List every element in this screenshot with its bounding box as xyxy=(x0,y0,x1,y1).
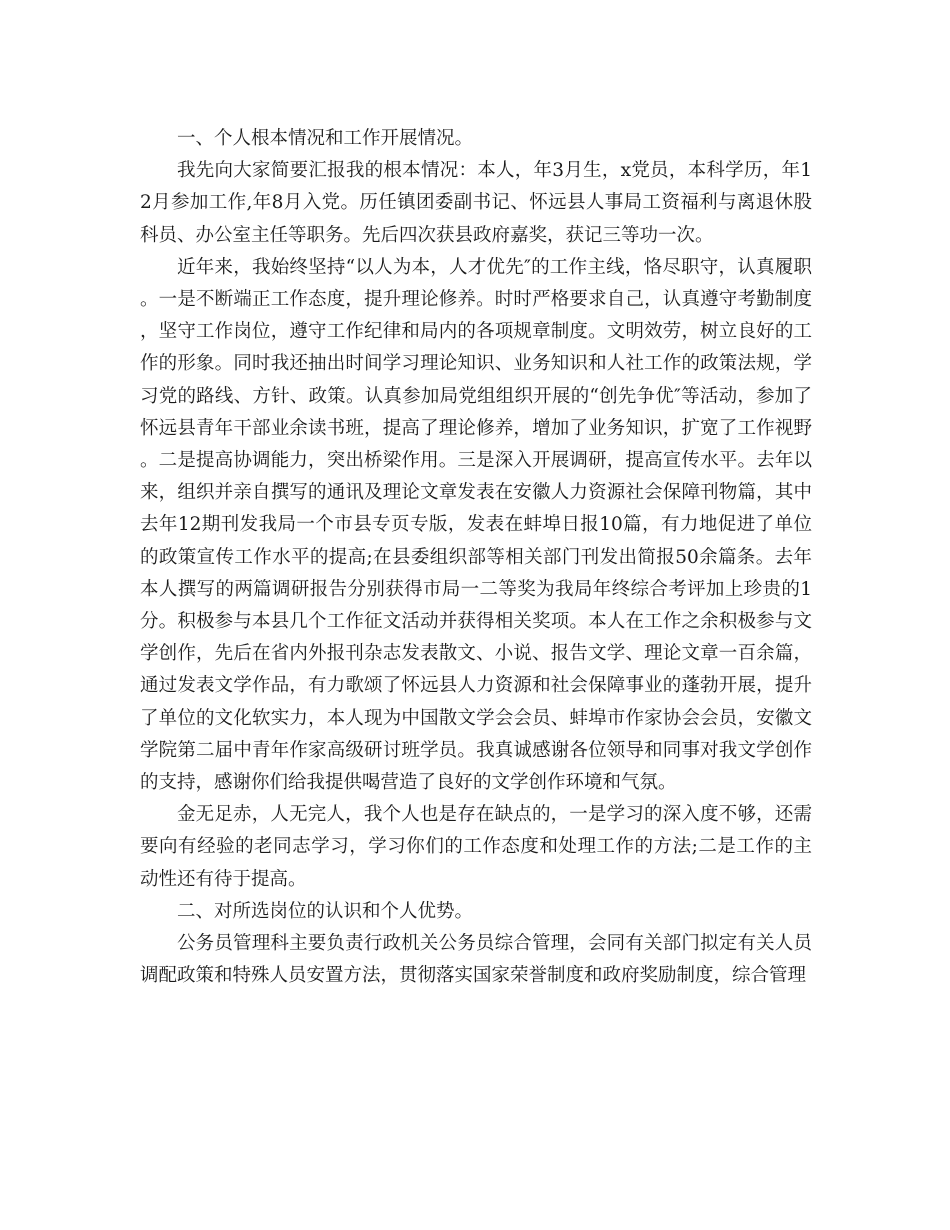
paragraph-section-heading-1: 一、个人根本情况和工作开展情况。 xyxy=(177,128,474,149)
paragraph-section-heading-2: 二、对所选岗位的认识和个人优势。 xyxy=(177,900,474,922)
document-body xyxy=(140,123,812,992)
paragraph-work-summary: 近年来，我始终坚持“以人为本，人才优先″的工作主线，恪尽职守，认真履职。一是不断端正工作态度，提升理论修养。时时严格要求自己，认真遵守考勤制度，坚守工作岗位，遵守工作纪律和局内的各项规章制度。文明效劳，树立良好的工作的形象。同时我还抽出时间学习理论知识、业务知识和人社工作的政策法规，学习党的路线、方针、政策。认真参加局党组组织开展的“创先争优″等活动，参加了怀远县青年干部业余读书班，提高了理论修养，增加了业务知识，扩宽了工作视野。二是提高协调能力，突出桥梁作用。三是深入开展调研，提高宣传水平。去年以来，组织并亲自撰写的通讯及理论文章发表在安徽人力资源社会保障刊物篇，其中去年12期刊发我局一个市县专页专版，发表在蚌埠日报10篇，有力地促进了单位的政策宣传工作水平的提高;在县委组织部等相关部门刊发出简报50余篇条。去年本人撰写的两篇调研报告分别获得市局一二等奖为我局年终综合考评加上珍贵的1分。积极参与本县几个工作征文活动并获得相关奖项。本人在工作之余积极参与文学创作，先后在省内外报刊杂志发表散文、小说、报告文学、理论文章一百余篇，通过发表文学作品，有力歌颂了怀远县人力资源和社会保障事业的蓬勃开展，提升了单位的文化软实力，本人现为中国散文学会会员、蚌埠市作家协会会员，安徽文学院第二届中青年作家高级研讨班学员。我真诚感谢各位领导和同事对我文学创作的支持，感谢你们给我提供喝营造了良好的文学创作环境和气氛。 xyxy=(140,256,812,794)
paragraph-personal-info: 我先向大家简要汇报我的根本情况：本人，年3月生，x党员，本科学历，年12月参加工作,年8月入党。历任镇团委副书记、怀远县人事局工资福利与离退休股科员、办公室主任等职务。先后四次获县政府嘉奖，获记三等功一次。 xyxy=(140,160,812,246)
paragraph-position-description: 公务员管理科主要负责行政机关公务员综合管理，会同有关部门拟定有关人员调配政策和特殊人员安置方法，贯彻落实国家荣誉制度和政府奖励制度，综合管理 xyxy=(140,933,812,987)
paragraph-shortcomings: 金无足赤，人无完人，我个人也是存在缺点的，一是学习的深入度不够，还需要向有经验的老同志学习，学习你们的工作态度和处理工作的方法;二是工作的主动性还有待于提高。 xyxy=(140,804,812,890)
